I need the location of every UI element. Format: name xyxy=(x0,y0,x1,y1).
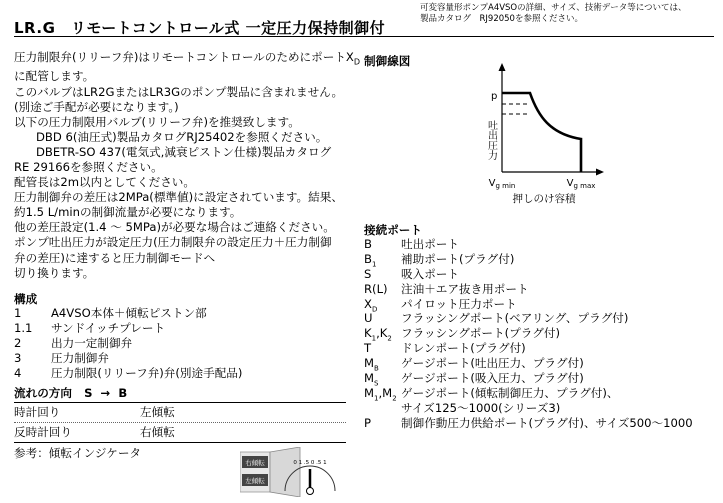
indicator-scale-numbers: 0 1 .5 0 .5 1 xyxy=(293,460,327,466)
description-line: このバルブはLR2GまたはLR3Gのポンプ製品に含まれません。 xyxy=(14,84,344,99)
port-x-subscript: D xyxy=(353,57,361,67)
ports-heading: 接続ポート xyxy=(364,223,422,237)
x-min-label: $V_{g min}$ xyxy=(488,178,516,190)
port-item: $K_1,K_2$ フラッシングポート(プラグ付) xyxy=(364,326,561,343)
indicator-label-right: 右傾転 xyxy=(245,459,265,467)
description xyxy=(14,50,360,281)
description-line: 以下の圧力制限用バルブ(リリーフ弁)を推奨致します。 xyxy=(14,114,300,129)
description-line: 圧力制限弁(リリーフ弁)はリモートコントロールのためにポート$X_D$ xyxy=(14,50,361,67)
catalog-note xyxy=(420,3,687,25)
page-title: LR.G リモートコントロール式 一定圧力保持制御付 xyxy=(14,19,386,37)
flow-table-bottom-rule xyxy=(14,442,346,443)
description-line: ポンプ吐出圧力が設定圧力(圧力制限弁の設定圧力＋圧力制御 xyxy=(14,235,332,250)
port-item: $B_1$ 補助ポート(プラグ付) xyxy=(364,252,515,269)
description-line: 弁の差圧)に達すると圧力制御モードへ xyxy=(14,250,216,265)
description-line: 約1.5 L/minの制御流量が必要になります。 xyxy=(14,205,242,220)
structure-item: 3 圧力制御弁 xyxy=(14,351,109,365)
description-line: 他の差圧設定(1.4 ～ 5MPa)が必要な場合はご連絡ください。 xyxy=(14,220,335,235)
pressure-curve xyxy=(502,93,581,172)
structure-item: 1 A4VSO本体＋傾転ピストン部 xyxy=(14,306,207,320)
structure-item: 2 出力一定制御弁 xyxy=(14,336,133,350)
x-axis-arrow xyxy=(596,169,604,176)
x-max-label: $V_{g max}$ xyxy=(566,178,596,190)
port-item: $X_D$ パイロット圧力ポート xyxy=(364,297,517,314)
x-axis-label: 押しのけ容積 xyxy=(512,193,576,205)
port-item: $M_1,M_2$ ゲージポート(傾転制御圧力、プラグ付)、 xyxy=(364,386,619,403)
structure-item: 1.1 サンドイッチプレート xyxy=(14,321,166,335)
port-item: U フラッシングポート(ベアリング、プラグ付) xyxy=(364,311,629,325)
flow-row: 時計回り 左傾転 xyxy=(14,405,175,419)
description-line: に配管します。 xyxy=(14,69,95,84)
description-line: RE 29166を参照ください。 xyxy=(14,159,163,174)
port-item: P 制御作動圧力供給ポート(プラグ付)、サイズ500～1000 xyxy=(364,416,693,430)
flow-table-top-rule xyxy=(14,402,346,403)
description-line: DBETR-SO 437(電気式,減衰ピストン仕様)製品カタログ xyxy=(36,144,332,159)
description-line: 切り換ります。 xyxy=(14,265,95,280)
title-divider xyxy=(14,36,714,37)
description-line: 配管長は2m以内としてください。 xyxy=(14,175,195,190)
y-axis-arrow xyxy=(499,63,506,71)
catalog-note-line1: 可変容量形ポンプA4VSOの詳細、サイズ、技術データ等については、 xyxy=(420,3,687,13)
y-axis-label: 吐出圧力 xyxy=(485,120,497,160)
port-item: サイズ125～1000(シリーズ3) xyxy=(401,401,561,415)
indicator-note: 参考：傾転インジケータ xyxy=(14,446,142,460)
port-item: R(L) 注油＋エア抜き用ポート xyxy=(364,282,529,296)
flow-row-divider xyxy=(14,422,346,423)
description-line: DBD 6(油圧式)製品カタログRJ25402を参照ください。 xyxy=(36,129,328,144)
structure-item: 4 圧力制限(リリーフ弁)弁(別途手配品) xyxy=(14,366,243,380)
port-item: $M_S$ ゲージポート(吸入圧力、プラグ付) xyxy=(364,371,584,388)
control-characteristic-diagram xyxy=(460,62,640,212)
diagram-heading: 制御線図 xyxy=(364,54,411,68)
port-item: S 吸入ポート xyxy=(364,267,459,281)
port-item: B 吐出ポート xyxy=(364,237,459,251)
swivel-indicator-graphic xyxy=(240,447,340,497)
description-line: (別途ご手配が必要になります。) xyxy=(14,99,179,114)
structure-heading: 構成 xyxy=(14,292,38,306)
catalog-note-line2: 製品カタログ RJ92050を参照ください。 xyxy=(420,14,583,24)
port-item: T ドレンポート(プラグ付) xyxy=(364,341,526,355)
port-item: $M_B$ ゲージポート(吐出圧力、プラグ付) xyxy=(364,356,584,373)
flow-row: 反時計回り 右傾転 xyxy=(14,425,175,439)
flow-direction-heading: 流れの方向 S → B xyxy=(14,386,128,400)
y-axis-symbol: p xyxy=(491,91,498,102)
indicator-pivot xyxy=(307,488,314,495)
description-line: 圧力制御弁の差圧は2MPa(標準値)に設定されています。結果、 xyxy=(14,190,343,205)
indicator-label-left: 左傾転 xyxy=(245,477,265,485)
